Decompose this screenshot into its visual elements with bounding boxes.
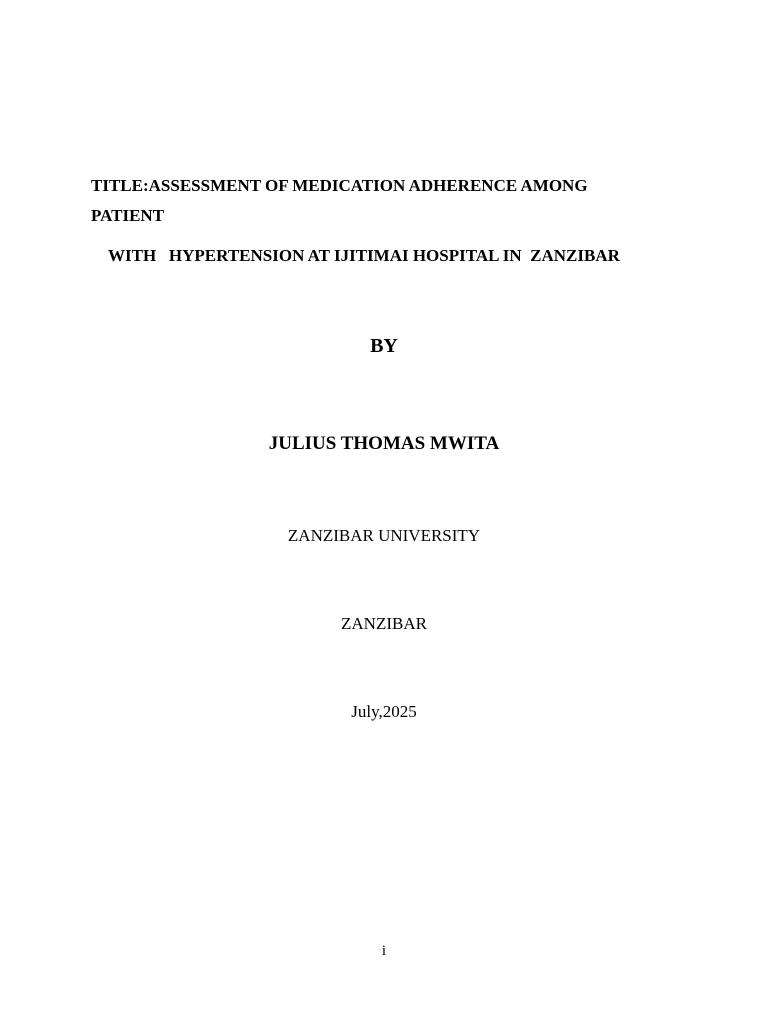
author-name: JULIUS THOMAS MWITA bbox=[268, 433, 500, 454]
thesis-title-line-1: TITLE:ASSESSMENT OF MEDICATION ADHERENCE AMONG PATIENT bbox=[91, 176, 588, 225]
institution-name: ZANZIBAR UNIVERSITY bbox=[287, 526, 481, 545]
page-number: i bbox=[381, 943, 387, 959]
submission-date: July,2025 bbox=[351, 702, 417, 721]
by-label: BY bbox=[370, 335, 398, 357]
thesis-title-line-2: WITH HYPERTENSION AT IJITIMAI HOSPITAL IN ZANZIBAR bbox=[108, 246, 620, 265]
location: ZANZIBAR bbox=[341, 614, 427, 633]
